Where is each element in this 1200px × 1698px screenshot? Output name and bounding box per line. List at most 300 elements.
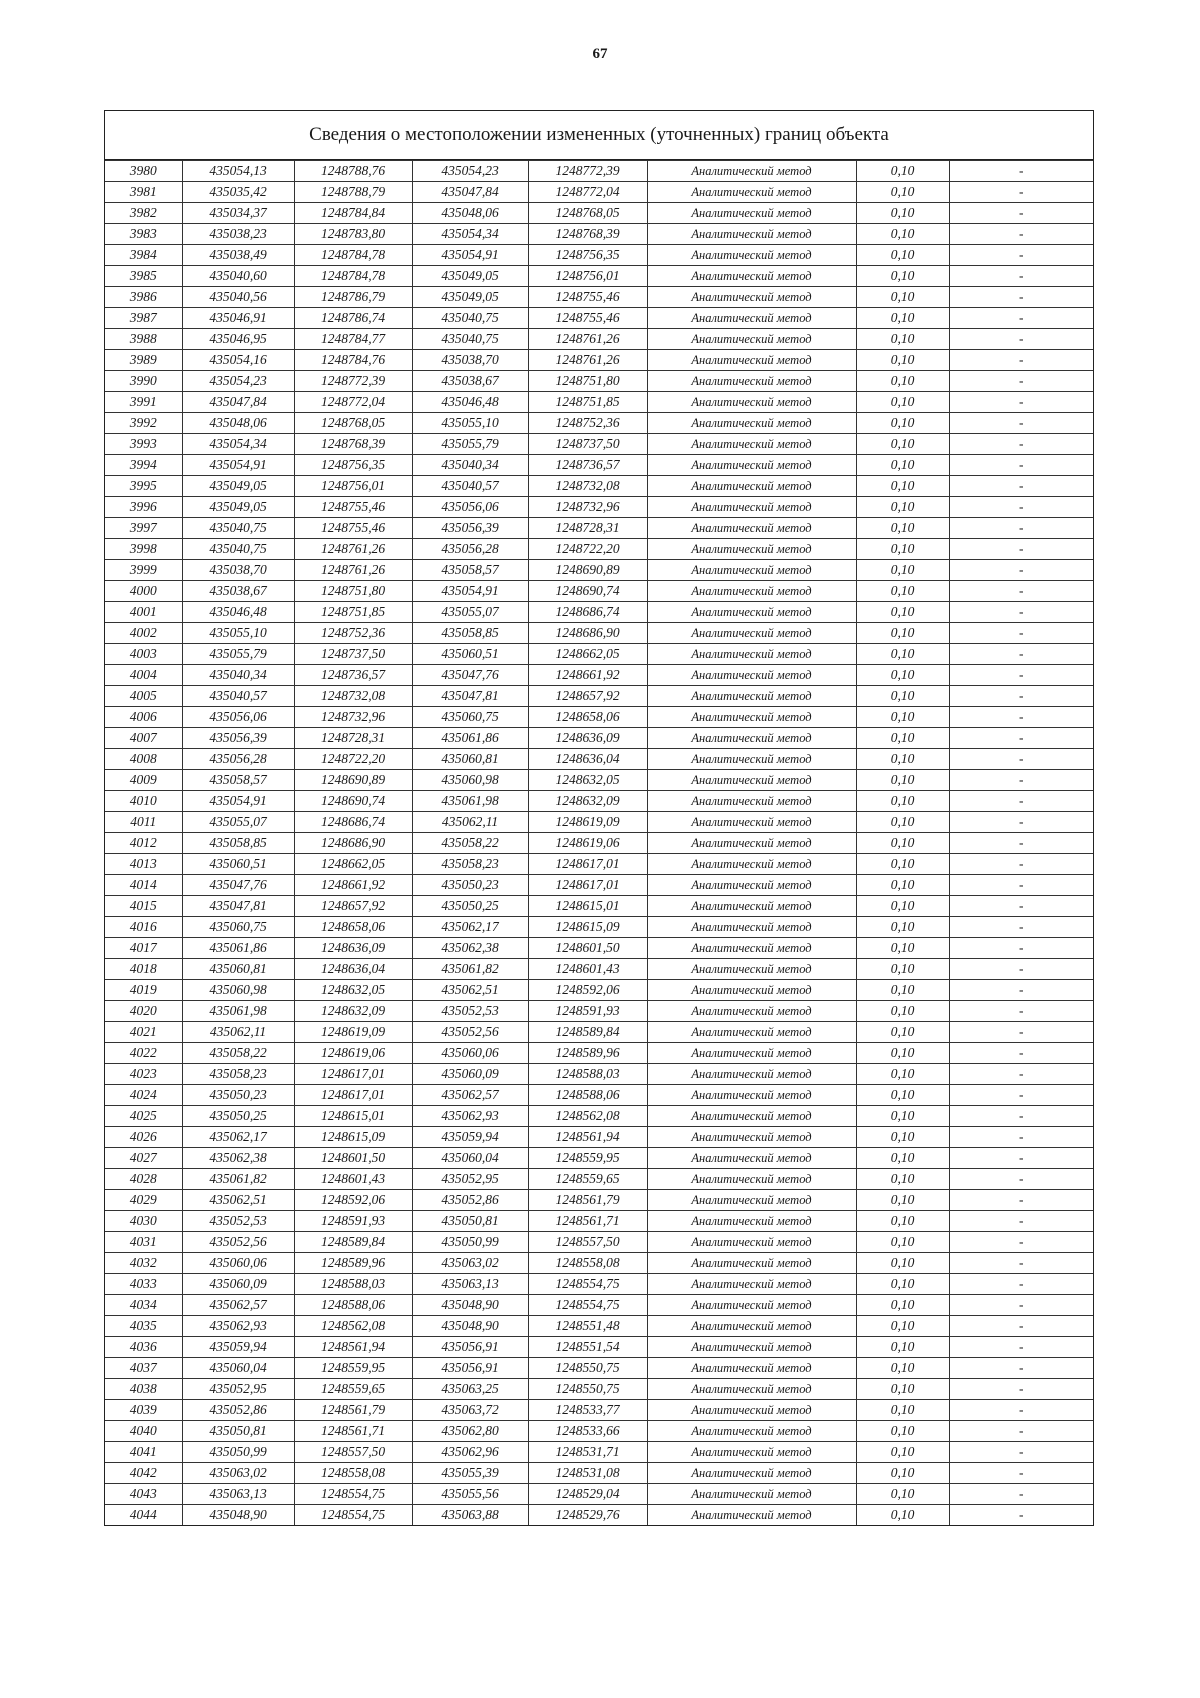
cell-method: Аналитический метод	[647, 896, 856, 917]
cell-y-new: 1248752,36	[528, 413, 647, 434]
cell-y-old: 1248783,80	[294, 224, 412, 245]
cell-note: -	[949, 560, 1093, 581]
cell-note: -	[949, 1337, 1093, 1358]
cell-y-new: 1248768,39	[528, 224, 647, 245]
cell-note: -	[949, 1358, 1093, 1379]
cell-y-new: 1248561,71	[528, 1211, 647, 1232]
cell-note: -	[949, 1064, 1093, 1085]
cell-method: Аналитический метод	[647, 707, 856, 728]
cell-point-number: 3986	[105, 287, 182, 308]
cell-x-new: 435058,57	[412, 560, 528, 581]
table-row	[105, 707, 1093, 728]
cell-point-number: 4021	[105, 1022, 182, 1043]
cell-point-number: 4008	[105, 749, 182, 770]
cell-note: -	[949, 1316, 1093, 1337]
cell-point-number: 4003	[105, 644, 182, 665]
cell-x-new: 435062,51	[412, 980, 528, 1001]
cell-x-new: 435056,28	[412, 539, 528, 560]
cell-x-new: 435040,75	[412, 308, 528, 329]
cell-x-old: 435062,38	[182, 1148, 294, 1169]
cell-x-new: 435060,51	[412, 644, 528, 665]
cell-point-number: 3992	[105, 413, 182, 434]
cell-note: -	[949, 1001, 1093, 1022]
table-row	[105, 1253, 1093, 1274]
cell-y-old: 1248617,01	[294, 1064, 412, 1085]
table-row	[105, 1505, 1093, 1526]
cell-x-old: 435062,51	[182, 1190, 294, 1211]
cell-x-old: 435062,93	[182, 1316, 294, 1337]
cell-x-old: 435063,02	[182, 1463, 294, 1484]
table-row	[105, 497, 1093, 518]
cell-y-new: 1248554,75	[528, 1295, 647, 1316]
cell-y-new: 1248588,06	[528, 1085, 647, 1106]
cell-x-new: 435048,90	[412, 1316, 528, 1337]
cell-point-number: 4040	[105, 1421, 182, 1442]
cell-x-old: 435035,42	[182, 182, 294, 203]
cell-y-new: 1248550,75	[528, 1379, 647, 1400]
cell-y-old: 1248559,95	[294, 1358, 412, 1379]
cell-x-new: 435060,75	[412, 707, 528, 728]
cell-y-old: 1248784,77	[294, 329, 412, 350]
cell-y-new: 1248551,48	[528, 1316, 647, 1337]
cell-y-old: 1248756,35	[294, 455, 412, 476]
cell-x-new: 435060,81	[412, 749, 528, 770]
cell-accuracy: 0,10	[856, 1400, 949, 1421]
cell-accuracy: 0,10	[856, 455, 949, 476]
cell-x-old: 435049,05	[182, 497, 294, 518]
cell-point-number: 3997	[105, 518, 182, 539]
cell-method: Аналитический метод	[647, 203, 856, 224]
table-row	[105, 854, 1093, 875]
cell-x-old: 435056,28	[182, 749, 294, 770]
table-row	[105, 161, 1093, 182]
cell-y-new: 1248751,80	[528, 371, 647, 392]
cell-y-new: 1248617,01	[528, 875, 647, 896]
cell-note: -	[949, 665, 1093, 686]
cell-x-old: 435058,23	[182, 1064, 294, 1085]
table-row	[105, 875, 1093, 896]
cell-method: Аналитический метод	[647, 1463, 856, 1484]
cell-x-new: 435058,22	[412, 833, 528, 854]
cell-accuracy: 0,10	[856, 476, 949, 497]
cell-accuracy: 0,10	[856, 602, 949, 623]
boundary-table	[104, 110, 1094, 1526]
cell-method: Аналитический метод	[647, 1232, 856, 1253]
cell-x-old: 435056,39	[182, 728, 294, 749]
cell-method: Аналитический метод	[647, 1295, 856, 1316]
cell-accuracy: 0,10	[856, 854, 949, 875]
cell-accuracy: 0,10	[856, 1442, 949, 1463]
cell-x-old: 435060,09	[182, 1274, 294, 1295]
cell-note: -	[949, 770, 1093, 791]
cell-y-old: 1248558,08	[294, 1463, 412, 1484]
cell-y-old: 1248737,50	[294, 644, 412, 665]
cell-point-number: 4035	[105, 1316, 182, 1337]
cell-accuracy: 0,10	[856, 224, 949, 245]
cell-point-number: 3995	[105, 476, 182, 497]
cell-x-old: 435059,94	[182, 1337, 294, 1358]
cell-x-old: 435055,10	[182, 623, 294, 644]
cell-accuracy: 0,10	[856, 1148, 949, 1169]
cell-y-old: 1248592,06	[294, 1190, 412, 1211]
cell-note: -	[949, 644, 1093, 665]
cell-y-old: 1248632,05	[294, 980, 412, 1001]
cell-accuracy: 0,10	[856, 686, 949, 707]
cell-method: Аналитический метод	[647, 1316, 856, 1337]
cell-note: -	[949, 833, 1093, 854]
table-row	[105, 749, 1093, 770]
cell-method: Аналитический метод	[647, 434, 856, 455]
table-row	[105, 665, 1093, 686]
cell-y-old: 1248755,46	[294, 497, 412, 518]
cell-x-new: 435046,48	[412, 392, 528, 413]
cell-x-old: 435046,91	[182, 308, 294, 329]
cell-note: -	[949, 476, 1093, 497]
cell-y-new: 1248558,08	[528, 1253, 647, 1274]
cell-accuracy: 0,10	[856, 770, 949, 791]
cell-y-old: 1248686,90	[294, 833, 412, 854]
cell-point-number: 4034	[105, 1295, 182, 1316]
cell-note: -	[949, 329, 1093, 350]
cell-accuracy: 0,10	[856, 917, 949, 938]
cell-x-new: 435063,02	[412, 1253, 528, 1274]
cell-accuracy: 0,10	[856, 749, 949, 770]
cell-point-number: 3984	[105, 245, 182, 266]
cell-method: Аналитический метод	[647, 602, 856, 623]
cell-y-old: 1248615,09	[294, 1127, 412, 1148]
cell-y-old: 1248686,74	[294, 812, 412, 833]
cell-x-old: 435047,81	[182, 896, 294, 917]
cell-method: Аналитический метод	[647, 938, 856, 959]
cell-accuracy: 0,10	[856, 896, 949, 917]
cell-note: -	[949, 854, 1093, 875]
cell-accuracy: 0,10	[856, 791, 949, 812]
cell-x-old: 435054,91	[182, 455, 294, 476]
table-row	[105, 1400, 1093, 1421]
cell-x-old: 435054,23	[182, 371, 294, 392]
cell-y-new: 1248732,08	[528, 476, 647, 497]
cell-point-number: 4015	[105, 896, 182, 917]
cell-y-new: 1248756,35	[528, 245, 647, 266]
table-row	[105, 1316, 1093, 1337]
cell-method: Аналитический метод	[647, 1442, 856, 1463]
cell-point-number: 4020	[105, 1001, 182, 1022]
cell-y-new: 1248561,79	[528, 1190, 647, 1211]
cell-method: Аналитический метод	[647, 1358, 856, 1379]
cell-x-old: 435047,76	[182, 875, 294, 896]
cell-note: -	[949, 1484, 1093, 1505]
cell-x-new: 435048,06	[412, 203, 528, 224]
table-row	[105, 1043, 1093, 1064]
cell-point-number: 3993	[105, 434, 182, 455]
cell-x-old: 435054,16	[182, 350, 294, 371]
table-row	[105, 581, 1093, 602]
cell-point-number: 4036	[105, 1337, 182, 1358]
cell-accuracy: 0,10	[856, 1421, 949, 1442]
cell-accuracy: 0,10	[856, 1169, 949, 1190]
cell-x-old: 435040,60	[182, 266, 294, 287]
cell-y-old: 1248657,92	[294, 896, 412, 917]
cell-method: Аналитический метод	[647, 308, 856, 329]
cell-accuracy: 0,10	[856, 518, 949, 539]
cell-x-new: 435040,34	[412, 455, 528, 476]
cell-point-number: 4037	[105, 1358, 182, 1379]
cell-note: -	[949, 896, 1093, 917]
cell-y-old: 1248761,26	[294, 560, 412, 581]
cell-note: -	[949, 602, 1093, 623]
cell-note: -	[949, 1253, 1093, 1274]
cell-note: -	[949, 875, 1093, 896]
cell-method: Аналитический метод	[647, 1106, 856, 1127]
cell-x-old: 435046,95	[182, 329, 294, 350]
cell-point-number: 4002	[105, 623, 182, 644]
cell-point-number: 3985	[105, 266, 182, 287]
cell-note: -	[949, 623, 1093, 644]
cell-y-new: 1248732,96	[528, 497, 647, 518]
cell-x-old: 435047,84	[182, 392, 294, 413]
cell-accuracy: 0,10	[856, 266, 949, 287]
cell-y-new: 1248554,75	[528, 1274, 647, 1295]
cell-note: -	[949, 938, 1093, 959]
table-row	[105, 287, 1093, 308]
cell-y-old: 1248751,85	[294, 602, 412, 623]
cell-accuracy: 0,10	[856, 1043, 949, 1064]
cell-y-new: 1248755,46	[528, 308, 647, 329]
cell-method: Аналитический метод	[647, 1127, 856, 1148]
cell-x-old: 435062,17	[182, 1127, 294, 1148]
cell-method: Аналитический метод	[647, 1022, 856, 1043]
cell-y-new: 1248617,01	[528, 854, 647, 875]
cell-x-new: 435056,06	[412, 497, 528, 518]
cell-x-new: 435062,17	[412, 917, 528, 938]
cell-method: Аналитический метод	[647, 1190, 856, 1211]
cell-accuracy: 0,10	[856, 1127, 949, 1148]
cell-x-old: 435061,82	[182, 1169, 294, 1190]
cell-x-old: 435040,75	[182, 539, 294, 560]
cell-accuracy: 0,10	[856, 581, 949, 602]
cell-accuracy: 0,10	[856, 707, 949, 728]
cell-x-new: 435055,39	[412, 1463, 528, 1484]
cell-note: -	[949, 308, 1093, 329]
table-row	[105, 1232, 1093, 1253]
cell-accuracy: 0,10	[856, 497, 949, 518]
cell-method: Аналитический метод	[647, 1274, 856, 1295]
cell-accuracy: 0,10	[856, 413, 949, 434]
cell-method: Аналитический метод	[647, 686, 856, 707]
cell-y-old: 1248601,43	[294, 1169, 412, 1190]
cell-y-old: 1248722,20	[294, 749, 412, 770]
cell-point-number: 3998	[105, 539, 182, 560]
cell-point-number: 4029	[105, 1190, 182, 1211]
cell-x-new: 435047,76	[412, 665, 528, 686]
cell-y-new: 1248686,74	[528, 602, 647, 623]
cell-x-old: 435040,34	[182, 665, 294, 686]
cell-y-old: 1248591,93	[294, 1211, 412, 1232]
cell-y-new: 1248559,95	[528, 1148, 647, 1169]
cell-accuracy: 0,10	[856, 371, 949, 392]
cell-point-number: 3987	[105, 308, 182, 329]
table-row	[105, 329, 1093, 350]
cell-point-number: 4005	[105, 686, 182, 707]
cell-y-old: 1248786,74	[294, 308, 412, 329]
cell-method: Аналитический метод	[647, 1253, 856, 1274]
cell-accuracy: 0,10	[856, 980, 949, 1001]
cell-point-number: 4023	[105, 1064, 182, 1085]
cell-x-new: 435050,81	[412, 1211, 528, 1232]
cell-x-old: 435056,06	[182, 707, 294, 728]
table-row	[105, 1022, 1093, 1043]
table-row	[105, 455, 1093, 476]
cell-method: Аналитический метод	[647, 875, 856, 896]
table-row	[105, 371, 1093, 392]
table-title: Сведения о местоположении измененных (уточненных) границ объекта	[105, 111, 1093, 160]
cell-method: Аналитический метод	[647, 1211, 856, 1232]
cell-y-new: 1248662,05	[528, 644, 647, 665]
cell-x-old: 435052,95	[182, 1379, 294, 1400]
cell-x-old: 435052,86	[182, 1400, 294, 1421]
cell-x-new: 435063,13	[412, 1274, 528, 1295]
cell-x-new: 435060,98	[412, 770, 528, 791]
cell-point-number: 4044	[105, 1505, 182, 1526]
cell-x-new: 435058,23	[412, 854, 528, 875]
cell-method: Аналитический метод	[647, 854, 856, 875]
cell-accuracy: 0,10	[856, 812, 949, 833]
cell-y-old: 1248636,09	[294, 938, 412, 959]
cell-note: -	[949, 1442, 1093, 1463]
table-row	[105, 350, 1093, 371]
cell-x-old: 435062,11	[182, 1022, 294, 1043]
table-row	[105, 392, 1093, 413]
cell-note: -	[949, 371, 1093, 392]
cell-method: Аналитический метод	[647, 350, 856, 371]
cell-y-new: 1248772,39	[528, 161, 647, 182]
cell-accuracy: 0,10	[856, 833, 949, 854]
cell-x-new: 435061,98	[412, 791, 528, 812]
cell-y-new: 1248657,92	[528, 686, 647, 707]
cell-note: -	[949, 1463, 1093, 1484]
table-row	[105, 1358, 1093, 1379]
cell-point-number: 3983	[105, 224, 182, 245]
cell-y-old: 1248588,03	[294, 1274, 412, 1295]
cell-x-old: 435034,37	[182, 203, 294, 224]
cell-y-new: 1248615,01	[528, 896, 647, 917]
cell-accuracy: 0,10	[856, 1001, 949, 1022]
table-row	[105, 917, 1093, 938]
table-row	[105, 602, 1093, 623]
cell-y-new: 1248533,77	[528, 1400, 647, 1421]
cell-point-number: 4041	[105, 1442, 182, 1463]
cell-y-old: 1248617,01	[294, 1085, 412, 1106]
cell-point-number: 4016	[105, 917, 182, 938]
cell-point-number: 4017	[105, 938, 182, 959]
cell-note: -	[949, 1274, 1093, 1295]
cell-y-new: 1248561,94	[528, 1127, 647, 1148]
cell-y-old: 1248636,04	[294, 959, 412, 980]
cell-x-old: 435040,57	[182, 686, 294, 707]
cell-note: -	[949, 413, 1093, 434]
cell-x-new: 435062,96	[412, 1442, 528, 1463]
cell-x-new: 435055,79	[412, 434, 528, 455]
cell-x-old: 435062,57	[182, 1295, 294, 1316]
cell-point-number: 4028	[105, 1169, 182, 1190]
cell-accuracy: 0,10	[856, 1274, 949, 1295]
cell-x-old: 435063,13	[182, 1484, 294, 1505]
cell-x-old: 435050,81	[182, 1421, 294, 1442]
cell-note: -	[949, 1379, 1093, 1400]
cell-point-number: 3994	[105, 455, 182, 476]
cell-accuracy: 0,10	[856, 959, 949, 980]
cell-accuracy: 0,10	[856, 1295, 949, 1316]
cell-note: -	[949, 686, 1093, 707]
cell-x-old: 435054,91	[182, 791, 294, 812]
cell-point-number: 4001	[105, 602, 182, 623]
table-row	[105, 1190, 1093, 1211]
cell-point-number: 3996	[105, 497, 182, 518]
page-number: 67	[592, 46, 608, 62]
cell-x-new: 435056,91	[412, 1337, 528, 1358]
table-row	[105, 980, 1093, 1001]
cell-x-old: 435054,34	[182, 434, 294, 455]
cell-point-number: 3981	[105, 182, 182, 203]
cell-accuracy: 0,10	[856, 1106, 949, 1127]
cell-method: Аналитический метод	[647, 644, 856, 665]
cell-x-new: 435055,10	[412, 413, 528, 434]
cell-note: -	[949, 1295, 1093, 1316]
cell-x-old: 435038,49	[182, 245, 294, 266]
cell-accuracy: 0,10	[856, 875, 949, 896]
cell-accuracy: 0,10	[856, 1064, 949, 1085]
cell-point-number: 4027	[105, 1148, 182, 1169]
cell-point-number: 4012	[105, 833, 182, 854]
cell-method: Аналитический метод	[647, 497, 856, 518]
cell-note: -	[949, 539, 1093, 560]
cell-y-old: 1248784,78	[294, 245, 412, 266]
cell-y-old: 1248761,26	[294, 539, 412, 560]
cell-y-new: 1248690,89	[528, 560, 647, 581]
cell-accuracy: 0,10	[856, 1463, 949, 1484]
cell-accuracy: 0,10	[856, 665, 949, 686]
cell-x-old: 435050,99	[182, 1442, 294, 1463]
cell-method: Аналитический метод	[647, 623, 856, 644]
cell-y-old: 1248588,06	[294, 1295, 412, 1316]
cell-y-new: 1248755,46	[528, 287, 647, 308]
cell-y-old: 1248788,79	[294, 182, 412, 203]
cell-accuracy: 0,10	[856, 182, 949, 203]
cell-note: -	[949, 287, 1093, 308]
cell-y-old: 1248772,39	[294, 371, 412, 392]
cell-y-new: 1248658,06	[528, 707, 647, 728]
cell-x-old: 435050,25	[182, 1106, 294, 1127]
cell-y-new: 1248761,26	[528, 350, 647, 371]
cell-y-old: 1248784,76	[294, 350, 412, 371]
cell-method: Аналитический метод	[647, 1421, 856, 1442]
cell-note: -	[949, 959, 1093, 980]
table-row	[105, 1295, 1093, 1316]
cell-x-new: 435052,56	[412, 1022, 528, 1043]
cell-method: Аналитический метод	[647, 665, 856, 686]
cell-y-old: 1248788,76	[294, 161, 412, 182]
cell-x-new: 435054,23	[412, 161, 528, 182]
cell-x-new: 435040,57	[412, 476, 528, 497]
cell-y-new: 1248601,50	[528, 938, 647, 959]
cell-note: -	[949, 224, 1093, 245]
cell-method: Аналитический метод	[647, 749, 856, 770]
table-row	[105, 644, 1093, 665]
cell-note: -	[949, 434, 1093, 455]
cell-accuracy: 0,10	[856, 287, 949, 308]
cell-method: Аналитический метод	[647, 287, 856, 308]
cell-x-new: 435047,84	[412, 182, 528, 203]
